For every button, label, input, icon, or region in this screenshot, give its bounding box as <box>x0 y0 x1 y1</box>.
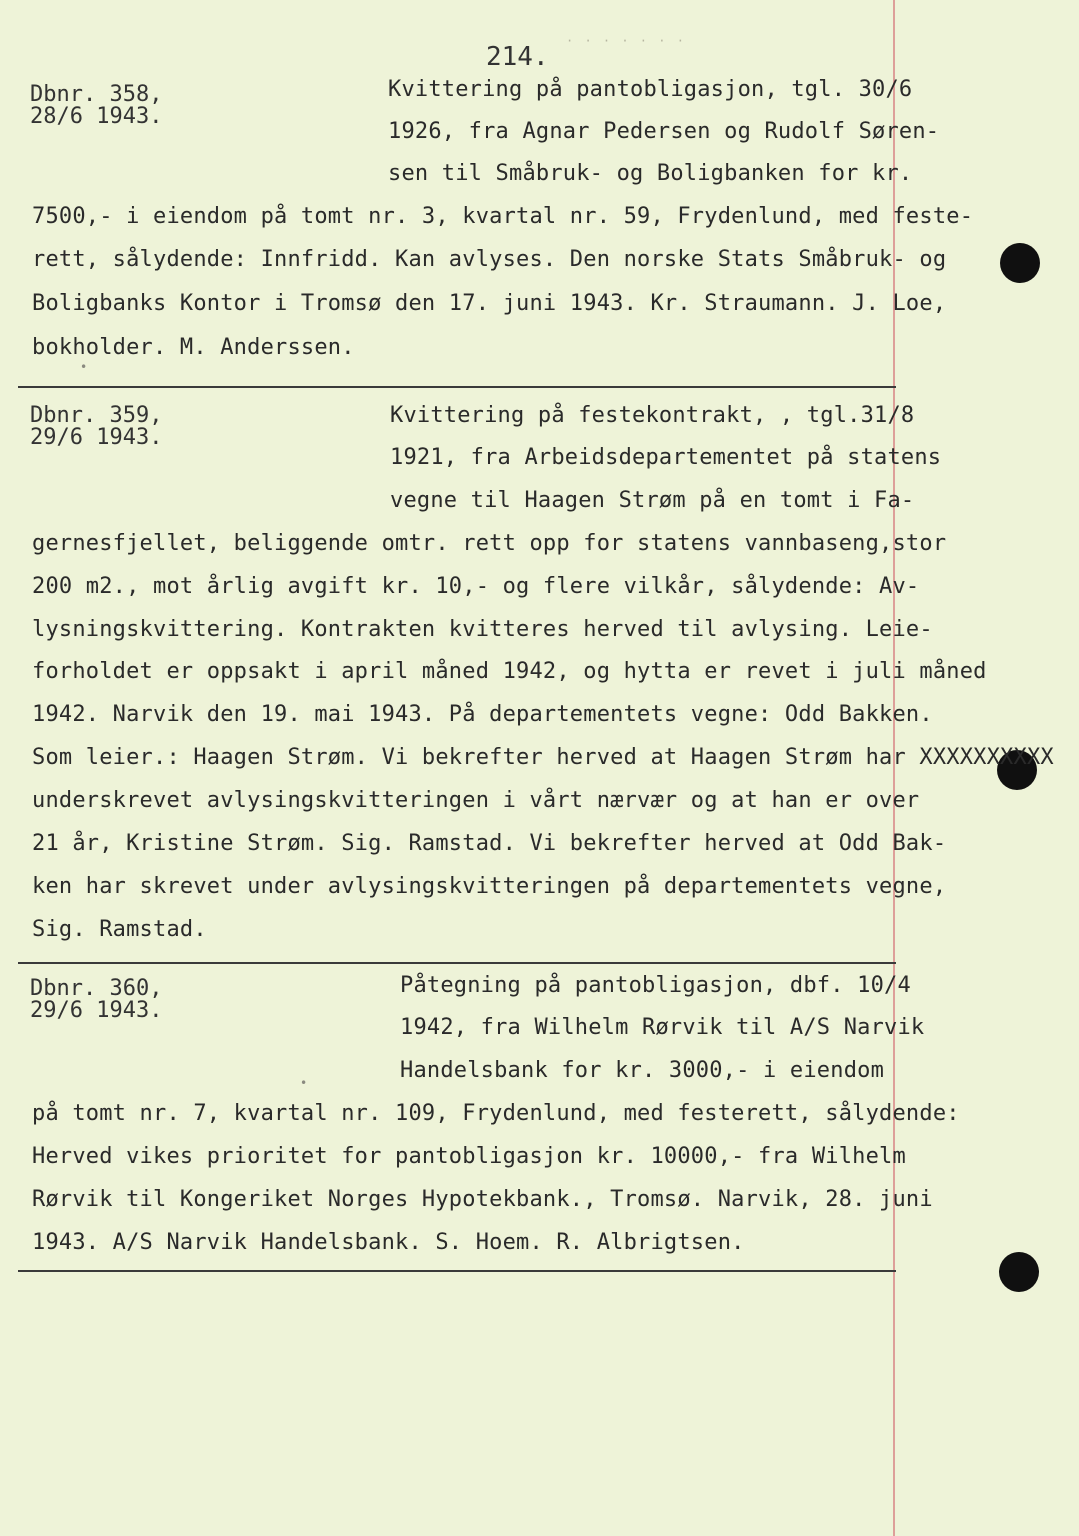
punch-hole-3 <box>999 1252 1039 1292</box>
entry-number: Dbnr. 359, <box>30 403 163 428</box>
text-line: 200 m2., mot årlig avgift kr. 10,- og flere vilkår, sålydende: Av- <box>32 574 920 599</box>
text-line: vegne til Haagen Strøm på en tomt i Fa- <box>390 488 915 513</box>
entry-number: Dbnr. 358, <box>30 82 163 107</box>
stray-mark: • <box>80 360 88 374</box>
punch-hole-1 <box>1000 243 1040 283</box>
text-line: bokholder. M. Anderssen. <box>32 335 355 360</box>
entry-date: 29/6 1943. <box>30 425 163 450</box>
text-line: Påtegning på pantobligasjon, dbf. 10/4 <box>400 973 911 998</box>
entry-number: Dbnr. 360, <box>30 976 163 1001</box>
text-line: forholdet er oppsakt i april måned 1942, og hytta er revet i juli måned <box>32 659 987 684</box>
entry-date: 28/6 1943. <box>30 104 163 129</box>
entry-id-360 <box>30 978 162 1022</box>
text-line: 1926, fra Agnar Pedersen og Rudolf Søren- <box>388 119 940 144</box>
text-line: rett, sålydende: Innfridd. Kan avlyses. Den norske Stats Småbruk- og <box>32 247 947 272</box>
text-line: ken har skrevet under avlysingskvitteringen på departementets vegne, <box>32 874 947 899</box>
text-line: på tomt nr. 7, kvartal nr. 109, Frydenlund, med festerett, sålydende: <box>32 1101 960 1126</box>
text-line: Herved vikes prioritet for pantobligasjon kr. 10000,- fra Wilhelm <box>32 1144 906 1169</box>
text-line: Kvittering på pantobligasjon, tgl. 30/6 <box>388 77 913 102</box>
text-line: gernesfjellet, beliggende omtr. rett opp for statens vannbaseng,stor <box>32 531 947 556</box>
stray-mark: • <box>300 1076 308 1090</box>
page-number: 214. <box>486 42 549 72</box>
text-line: 1921, fra Arbeidsdepartementet på statens <box>390 445 942 470</box>
text-line: Rørvik til Kongeriket Norges Hypotekbank., Tromsø. Narvik, 28. juni <box>32 1187 933 1212</box>
entry-separator <box>18 386 896 388</box>
text-line: underskrevet avlysingskvitteringen i vårt nærvær og at han er over <box>32 788 920 813</box>
faint-marks: · · · · · · · <box>566 34 686 48</box>
text-line: Som leier.: Haagen Strøm. Vi bekrefter herved at Haagen Strøm har XXXXXXXXXX <box>32 745 1054 770</box>
text-line: Sig. Ramstad. <box>32 917 207 942</box>
text-line: 7500,- i eiendom på tomt nr. 3, kvartal nr. 59, Frydenlund, med feste- <box>32 204 974 229</box>
text-line: Kvittering på festekontrakt, , tgl.31/8 <box>390 403 915 428</box>
text-line: Handelsbank for kr. 3000,- i eiendom <box>400 1058 885 1083</box>
text-line: sen til Småbruk- og Boligbanken for kr. <box>388 161 913 186</box>
entry-separator <box>18 962 896 964</box>
entry-separator <box>18 1270 896 1272</box>
text-line: Boligbanks Kontor i Tromsø den 17. juni 1943. Kr. Straumann. J. Loe, <box>32 291 947 316</box>
entry-date: 29/6 1943. <box>30 998 163 1023</box>
text-line: 1942. Narvik den 19. mai 1943. På departementets vegne: Odd Bakken. <box>32 702 933 727</box>
text-line: 21 år, Kristine Strøm. Sig. Ramstad. Vi bekrefter herved at Odd Bak- <box>32 831 947 856</box>
entry-id-359 <box>30 405 162 449</box>
text-line: lysningskvittering. Kontrakten kvitteres herved til avlysing. Leie- <box>32 617 933 642</box>
text-line: 1942, fra Wilhelm Rørvik til A/S Narvik <box>400 1015 925 1040</box>
entry-id-358 <box>30 84 162 128</box>
text-line: 1943. A/S Narvik Handelsbank. S. Hoem. R. Albrigtsen. <box>32 1230 745 1255</box>
